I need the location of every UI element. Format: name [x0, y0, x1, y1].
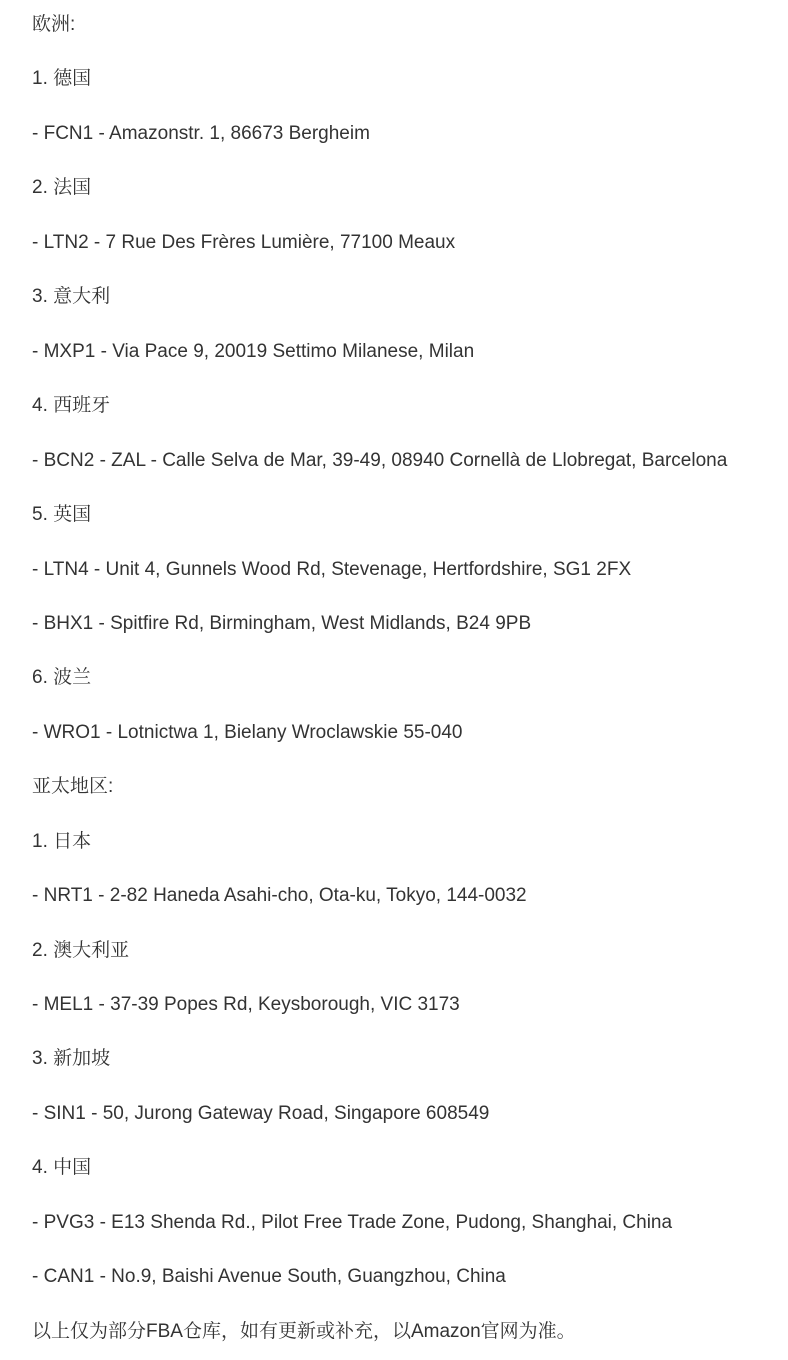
warehouse-sin1: - SIN1 - 50, Jurong Gateway Road, Singapore 608549 — [32, 1103, 490, 1124]
warehouse-can1: - CAN1 - No.9, Baishi Avenue South, Guangzhou, China — [32, 1266, 506, 1287]
country-italy: 3. 意大利 — [32, 286, 111, 307]
footer-note: 以上仅为部分FBA仓库，如有更新或补充，以Amazon官网为准。 — [32, 1321, 576, 1342]
country-poland: 6. 波兰 — [32, 667, 92, 688]
country-china: 4. 中国 — [32, 1157, 92, 1178]
country-spain: 4. 西班牙 — [32, 395, 111, 416]
warehouse-ltn2: - LTN2 - 7 Rue Des Frères Lumière, 77100 Meaux — [32, 232, 456, 253]
warehouse-nrt1: - NRT1 - 2-82 Haneda Asahi-cho, Ota-ku, Tokyo, 144-0032 — [32, 885, 527, 906]
country-uk: 5. 英国 — [32, 504, 92, 525]
warehouse-wro1: - WRO1 - Lotnictwa 1, Bielany Wroclawskie 55-040 — [32, 722, 463, 743]
warehouse-ltn4: - LTN4 - Unit 4, Gunnels Wood Rd, Stevenage, Hertfordshire, SG1 2FX — [32, 559, 632, 580]
region-heading-apac: 亚太地区: — [32, 776, 114, 797]
warehouse-mxp1: - MXP1 - Via Pace 9, 20019 Settimo Milanese, Milan — [32, 341, 475, 362]
warehouse-fcn1: - FCN1 - Amazonstr. 1, 86673 Bergheim — [32, 123, 370, 144]
country-singapore: 3. 新加坡 — [32, 1048, 111, 1069]
country-japan: 1. 日本 — [32, 831, 92, 852]
warehouse-bhx1: - BHX1 - Spitfire Rd, Birmingham, West Midlands, B24 9PB — [32, 613, 532, 634]
country-germany: 1. 德国 — [32, 68, 92, 89]
warehouse-mel1: - MEL1 - 37-39 Popes Rd, Keysborough, VIC 3173 — [32, 994, 460, 1015]
warehouse-pvg3: - PVG3 - E13 Shenda Rd., Pilot Free Trade Zone, Pudong, Shanghai, China — [32, 1212, 673, 1233]
region-heading-europe: 欧洲: — [32, 14, 76, 35]
warehouse-bcn2: - BCN2 - ZAL - Calle Selva de Mar, 39-49, 08940 Cornellà de Llobregat, Barcelona — [32, 450, 728, 471]
country-france: 2. 法国 — [32, 177, 92, 198]
country-australia: 2. 澳大利亚 — [32, 940, 130, 961]
